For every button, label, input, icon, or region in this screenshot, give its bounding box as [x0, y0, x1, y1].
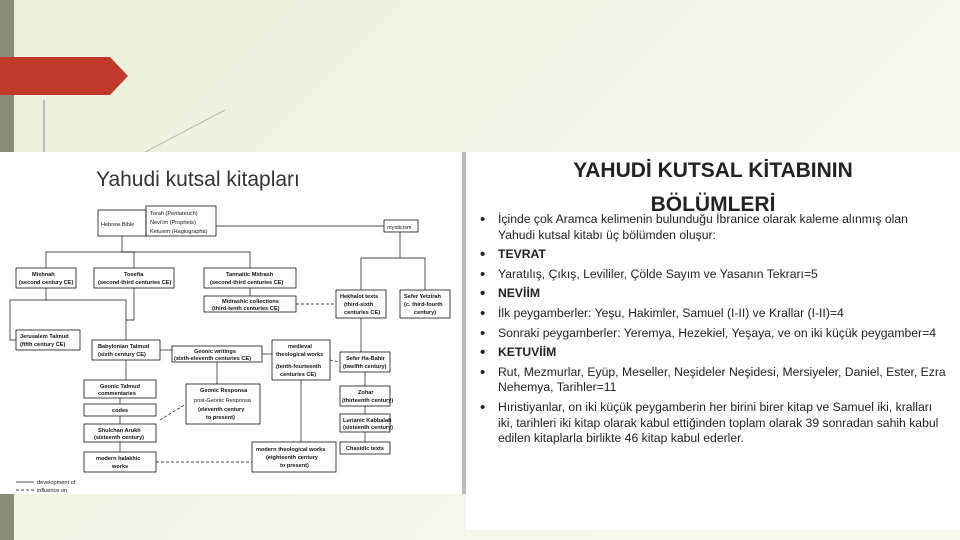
- label-hekhalot-date: (third-sixth: [344, 302, 374, 308]
- label-jerusalem-date: (fifth century CE): [20, 342, 66, 348]
- label-hebrew-bible: Hebrew Bible: [101, 222, 135, 228]
- label-zohar-date: (thirteenth century): [342, 398, 394, 404]
- label-jerusalem: Jerusalem Talmud: [20, 334, 69, 340]
- label-bahir-date: (twelfth century): [343, 364, 387, 370]
- label-hekhalot: Hekhalot texts: [340, 294, 379, 300]
- label-modern-theological-date: (eighteenth century: [266, 455, 318, 461]
- label-tosefta-date: (second-third centuries CE): [98, 280, 172, 286]
- label-babylonian-date: (sixth century CE): [98, 352, 146, 358]
- label-hasidic: Chasidic texts: [346, 446, 384, 452]
- label-lurianic-date: (sixteenth century): [343, 425, 394, 431]
- label-tosefta: Tosefta: [124, 272, 144, 278]
- label-torah: Torah (Pentateuch): [150, 211, 198, 217]
- label-yetzirah: Sefer Yetzirah: [404, 294, 441, 300]
- label-geonic-responsa: Geonic Responsa: [200, 388, 248, 394]
- legend-solid-label: development of: [37, 480, 76, 486]
- label-tannaitic: Tannaitic Midrash: [226, 272, 274, 278]
- diagram-influence-lines: [156, 304, 340, 462]
- label-medieval-2: theological works: [276, 352, 324, 358]
- label-geonic-talmud: Geonic Talmud: [100, 384, 140, 390]
- label-medieval-date: (tenth-fourteenth: [276, 364, 322, 370]
- label-medieval-date2: centuries CE): [280, 372, 317, 378]
- label-modern-halakhic: modern halakhic: [96, 456, 141, 462]
- label-hekhalot-date2: centuries CE): [344, 310, 381, 316]
- legend-dashed-label: influence on: [37, 488, 68, 494]
- bullet-christian-count: • Hıristiyanlar, on iki küçük peygamberin her birini birer kitap ve Samuel iki, kralları iki, tarihleri iki kitap olarak kabul ettiğinden toplam olarak 39 sonradan sahih kabul edilen kitaplarla birlikte 46 kitap kabul ederler.: [478, 400, 948, 447]
- label-lurianic: Lurianic Kabbalah: [343, 418, 392, 424]
- label-midrashic-date: (third-tenth centuries CE): [212, 306, 280, 312]
- label-post-geonic: post-Geonic Responsa: [194, 398, 251, 404]
- label-shulchan-date: (sixteenth century): [94, 435, 145, 441]
- bullet-intro: • İçinde çok Aramca kelimenin bulunduğu İbranice olarak kaleme alınmış olan Yahudi kutsal kitabı üç bölümden oluşur:: [478, 212, 948, 243]
- label-geonic-talmud-2: commentaries: [98, 391, 136, 397]
- left-title: Yahudi kutsal kitapları: [96, 168, 300, 191]
- label-modern-halakhic-2: works: [112, 464, 129, 470]
- label-geonic-writings: Geonic writings: [194, 349, 236, 355]
- label-mishnah: Mishnah: [32, 272, 55, 278]
- label-tannaitic-date: (second-third centuries CE): [210, 280, 284, 286]
- label-modern-theological: modern theological works: [256, 447, 326, 453]
- label-shulchan: Shulchan Arukh: [98, 428, 141, 434]
- label-mysticism: mysticism: [387, 225, 412, 231]
- label-neviim: Nevi'im (Prophets): [150, 220, 196, 226]
- label-bahir: Sefer Ha-Bahir: [346, 356, 385, 362]
- bullet-first-prophets: • İlk peygamberler: Yeşu, Hakimler, Samuel (I-II) ve Krallar (I-II)=4: [478, 306, 948, 322]
- bullet-ketuviim-books: • Rut, Mezmurlar, Eyüp, Meseller, Neşideler Neşidesi, Mersiyeler, Daniel, Ester, Ezra Nehemya, Tarihler=11: [478, 365, 948, 396]
- diagram-legend: [16, 482, 34, 490]
- diagram-boxes: [16, 206, 450, 472]
- label-medieval: medieval: [288, 344, 312, 350]
- bullet-tevrat-books: • Yaratılış, Çıkış, Levililer, Çölde Sayım ve Yasanın Tekrarı=5: [478, 267, 948, 283]
- label-babylonian: Babylonian Talmud: [98, 344, 150, 350]
- bullet-ketuviim: • KETUVİİM: [478, 345, 948, 361]
- label-geonic-writings-date: (sixth-eleventh centuries CE): [174, 356, 252, 362]
- label-zohar: Zohar: [358, 390, 374, 396]
- label-mishnah-date: (second century CE): [19, 280, 74, 286]
- bullet-list: [478, 212, 948, 451]
- diagram-labels: [19, 211, 443, 494]
- label-yetzirah-date2: century): [414, 310, 437, 316]
- bullet-neviim: • NEVİİM: [478, 286, 948, 302]
- right-title-line-1: YAHUDİ KUTSAL KİTABININ: [573, 159, 853, 182]
- right-title-line-2: BÖLÜMLERİ: [650, 193, 776, 216]
- label-geonic-responsa-date2: to present): [206, 415, 235, 421]
- label-ketuvim: Ketuvim (Hagiographa): [150, 229, 208, 235]
- label-codes: codes: [112, 408, 129, 414]
- label-modern-theological-date2: to present): [280, 463, 309, 469]
- label-geonic-responsa-date: (eleventh century: [198, 407, 245, 413]
- jewish-texts-diagram: [0, 200, 462, 494]
- bullet-later-prophets: • Sonraki peygamberler: Yeremya, Hezekiel, Yeşaya, ve on iki küçük peygamber=4: [478, 326, 948, 342]
- red-arrow-tab: [0, 57, 128, 95]
- label-midrashic: Midrashic collections: [222, 299, 279, 305]
- label-yetzirah-date: (c. third-fourth: [404, 302, 443, 308]
- bullet-tevrat: • TEVRAT: [478, 247, 948, 263]
